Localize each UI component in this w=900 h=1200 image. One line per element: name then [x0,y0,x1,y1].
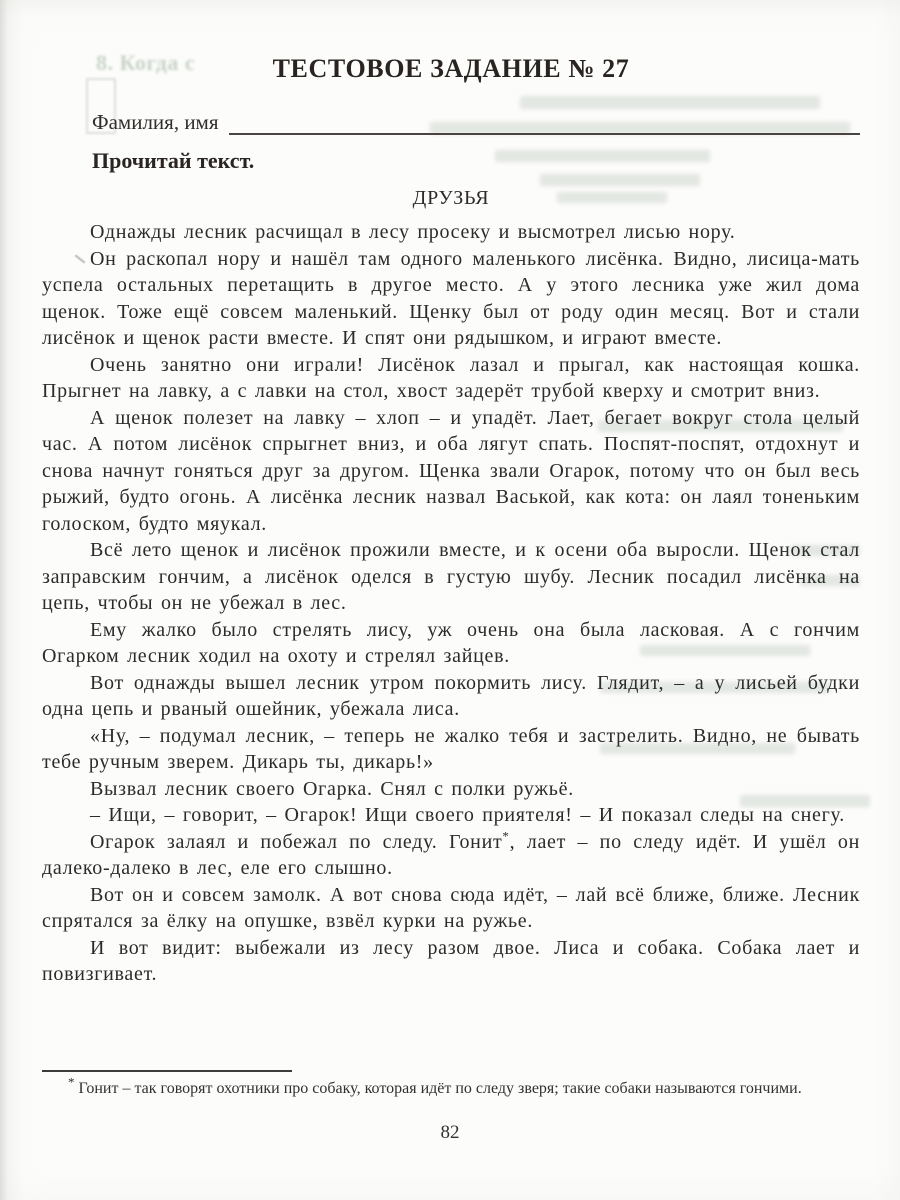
bleed-through-text: 8. Когда с [96,50,196,75]
page-number: 82 [440,1122,460,1143]
story-paragraph: А щенок полезет на лавку – хлоп – и упадёт. Лает, бегает вокруг стола целый час. А потом лисёнок спрыгнет вниз, и оба лягут спать. Поспят-поспят, отдохнут и снова начнут гоняться друг за другом. Щенка звали Огарок, потому что он был весь рыжий, будто огонь. А лисёнка лесник назвал Васькой, как кота: он лаял тоненьким голоском, будто мяукал. [42,406,860,535]
story-paragraph: Всё лето щенок и лисёнок прожили вместе, и к осени оба выросли. Щенок стал заправским гончим, а лисёнок оделся в густую шубу. Лесник посадил лисёнка на цепь, чтобы он не убежал в лес. [42,539,860,614]
story-paragraph: – Ищи, – говорит, – Огарок! Ищи своего приятеля! – И показал следы на снегу. [90,804,845,826]
name-label: Фамилия, имя [92,110,219,134]
story-paragraph: И вот видит: выбежали из лесу разом двое. Лиса и собака. Собака лает и повизгивает. [42,936,860,985]
story-paragraph: Вот однажды вышел лесник утром покормить лису. Глядит, – а у лисьей будки одна цепь и рваный ошейник, убежала лиса. [42,671,860,720]
footnote-marker-asterisk: * [68,1074,75,1090]
story-paragraph [42,829,860,882]
story-paragraph: Он раскопал нору и нашёл там одного маленького лисёнка. Видно, лисица-мать успела остальных перетащить в другое место. А у этого лесника уже жил дома щенок. Тоже ещё совсем маленький. Щенку был от роду один месяц. Вот и стали лисёнок и щенок расти вместе. И спят они рядышком, и играют вместе. [42,247,860,349]
story-paragraph: Очень занятно они играли! Лисёнок лазал и прыгал, как настоящая кошка. Прыгнет на лавку, а с лавки на стол, хвост задерёт трубой кверху и смотрит вниз. [42,353,860,402]
footnote-divider [42,1070,292,1072]
page-title: ТЕСТОВОЕ ЗАДАНИЕ № 27 [272,54,630,83]
name-row [92,106,860,135]
name-fill-in-line[interactable] [229,106,860,135]
story-paragraph: «Ну, – подумал лесник, – теперь не жалко тебя и застрелить. Видно, не бывать тебе ручным зверем. Дикарь ты, дикарь!» [42,724,860,773]
footnote-reference-asterisk: * [502,827,510,843]
story-paragraph: Вот он и совсем замолк. А вот снова сюда идёт, – лай всё ближе, ближе. Лесник спрятался за ёлку на опушке, взвёл курки на ружье. [42,883,860,932]
story-paragraph-segment: , лает – по следу идёт. И ушёл он далеко-далеко в лес, еле его слышно. [42,830,860,879]
instruction-text: Прочитай текст. [92,148,255,173]
story-text [42,219,860,988]
story-paragraph: Ему жалко было стрелять лису, уж очень она была ласковая. А с гончим Огарком лесник ходил на охоту и стрелял зайцев. [42,618,860,667]
footnote-definition: Гонит – так говорят охотники про собаку, которая идёт по следу зверя; такие собаки называются гончими. [78,1080,802,1097]
story-paragraph: Однажды лесник расчищал в лесу просеку и высмотрел лисью нору. [90,221,736,243]
story-paragraph: Вызвал лесник своего Огарка. Снял с полки ружьё. [90,777,574,800]
footnote-text [42,1074,860,1099]
story-paragraph-segment: Огарок залаял и побежал по следу. Гонит [90,830,503,853]
footnote [42,1070,860,1099]
story-title: ДРУЗЬЯ [412,187,490,209]
